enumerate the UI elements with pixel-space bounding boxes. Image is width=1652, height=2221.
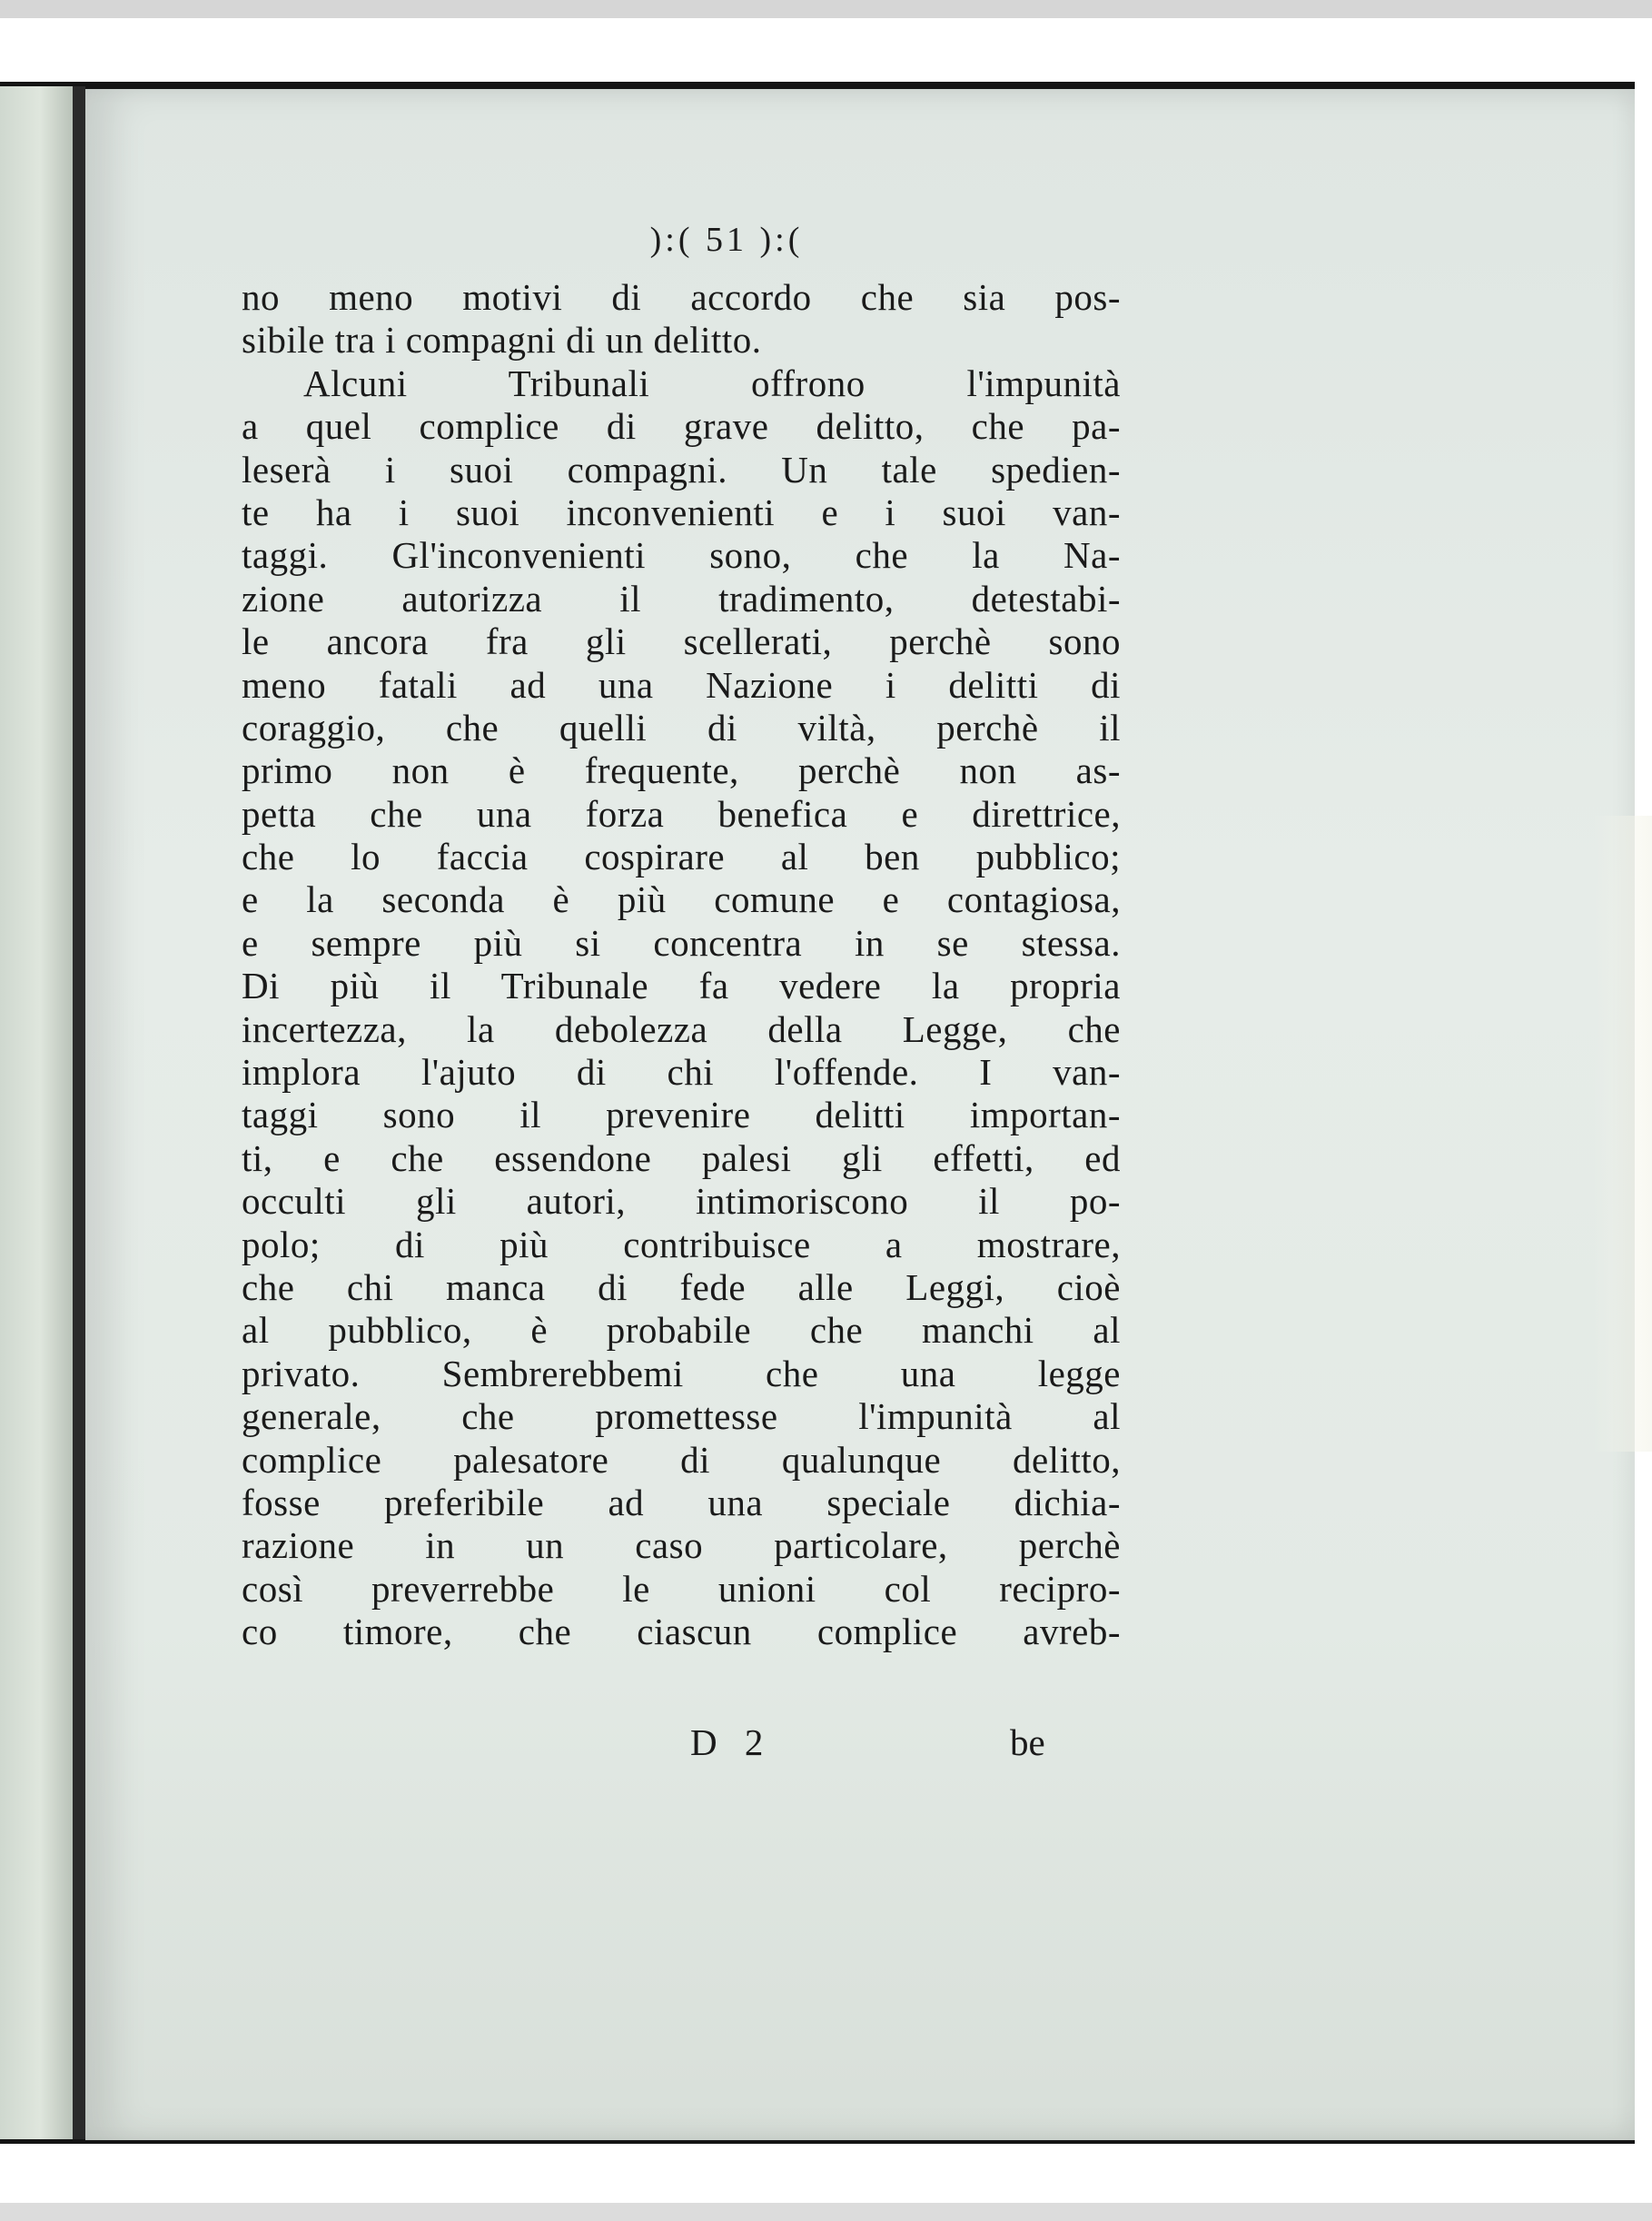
text-line: razione in un caso particolare, perchè: [242, 1524, 1121, 1567]
text-line: te ha i suoi inconvenienti e i suoi van-: [242, 491, 1121, 533]
page-number-header: ):( 51 ):(: [649, 221, 804, 259]
text-line: privato. Sembrerebbemi che una legge: [242, 1352, 1121, 1394]
text-line: incertezza, la debolezza della Legge, che: [242, 1007, 1121, 1050]
text-line: leserà i suoi compagni. Un tale spedien-: [242, 448, 1121, 491]
text-line: e sempre più si concentra in se stessa.: [242, 921, 1121, 964]
text-line: occulti gli autori, intimoriscono il po-: [242, 1180, 1121, 1223]
printer-signature-mark: D 2: [690, 1721, 773, 1763]
text-line: implora l'ajuto di chi l'offende. I van-: [242, 1051, 1121, 1094]
text-line: no meno motivi di accordo che sia pos-: [242, 276, 1121, 318]
text-line: complice palesatore di qualunque delitto,: [242, 1438, 1121, 1481]
top-margin-band: [0, 0, 1652, 18]
body-text: [242, 276, 1121, 1654]
text-line: taggi. Gl'inconvenienti sono, che la Na-: [242, 534, 1121, 577]
text-line: generale, che promettesse l'impunità al: [242, 1395, 1121, 1438]
text-line: polo; di più contribuisce a mostrare,: [242, 1223, 1121, 1265]
text-line: a quel complice di grave delitto, che pa-: [242, 405, 1121, 448]
text-line: taggi sono il prevenire delitti importan-: [242, 1094, 1121, 1136]
text-line: meno fatali ad una Nazione i delitti di: [242, 663, 1121, 706]
text-line: Di più il Tribunale fa vedere la propria: [242, 965, 1121, 1007]
bottom-margin-band: [0, 2203, 1652, 2221]
left-page-edge: [0, 86, 73, 2139]
book-gutter: [73, 86, 85, 2139]
text-line: che lo faccia cospirare al ben pubblico;: [242, 836, 1121, 878]
catchword: be: [1010, 1721, 1045, 1763]
text-line: al pubblico, è probabile che manchi al: [242, 1309, 1121, 1352]
page-light-edge: [1593, 816, 1652, 1452]
text-line: così preverrebbe le unioni col recipro-: [242, 1567, 1121, 1610]
text-line: primo non è frequente, perchè non as-: [242, 749, 1121, 792]
text-line: coraggio, che quelli di viltà, perchè il: [242, 706, 1121, 749]
text-line: fosse preferibile ad una speciale dichia-: [242, 1481, 1121, 1523]
text-line: le ancora fra gli scellerati, perchè sono: [242, 620, 1121, 663]
text-line: sibile tra i compagni di un delitto.: [242, 319, 762, 362]
text-line: co timore, che ciascun complice avreb-: [242, 1611, 1121, 1653]
text-line: che chi manca di fede alle Leggi, cioè: [242, 1265, 1121, 1308]
text-line: e la seconda è più comune e contagiosa,: [242, 878, 1121, 921]
text-line: zione autorizza il tradimento, detestabi-: [242, 577, 1121, 620]
text-line: Alcuni Tribunali offrono l'impunità: [303, 362, 1121, 404]
text-line: petta che una forza benefica e direttrice,: [242, 792, 1121, 835]
text-line: ti, e che essendone palesi gli effetti, ed: [242, 1136, 1121, 1179]
